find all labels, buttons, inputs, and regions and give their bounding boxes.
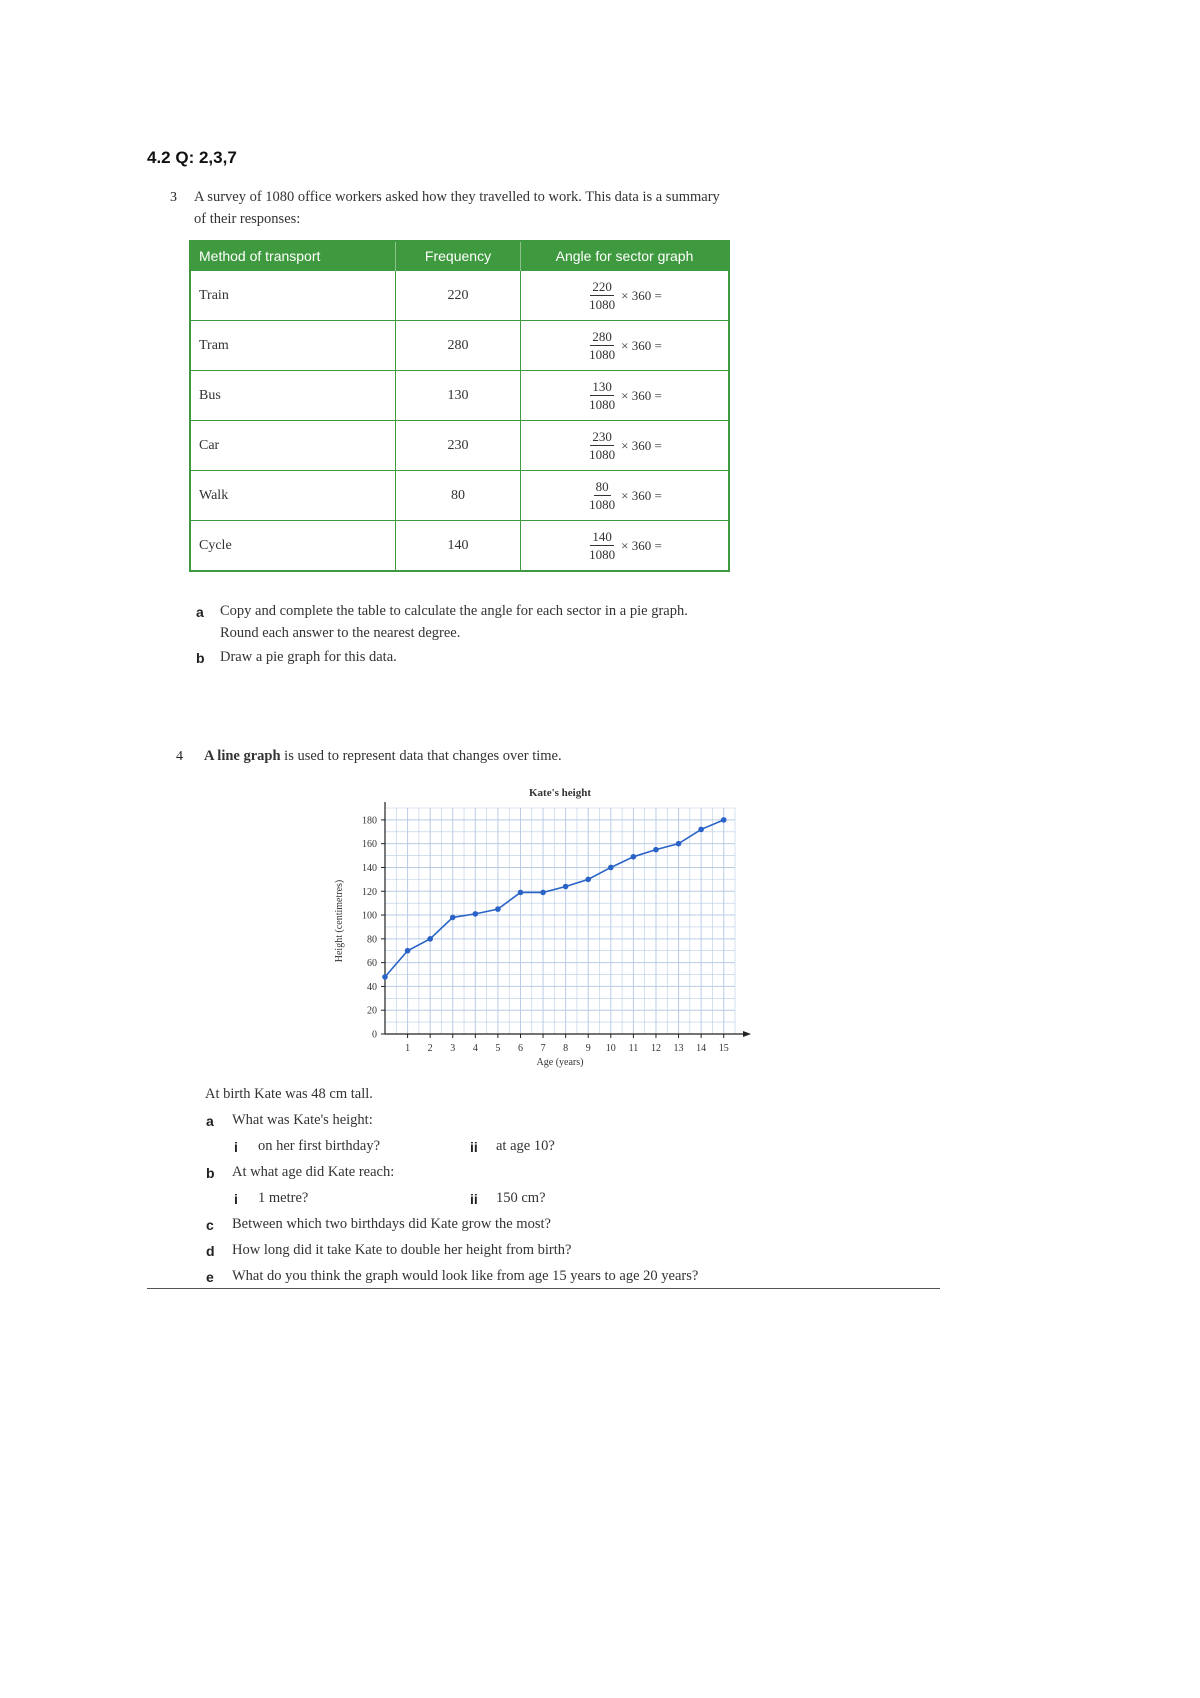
cell-method: Walk: [190, 471, 396, 521]
height-data-point: [405, 948, 411, 954]
x-tick-label: 15: [718, 1043, 729, 1054]
header-method: Method of transport: [190, 241, 396, 271]
y-axis-label: Height (centimetres): [334, 879, 345, 963]
cell-method: Train: [190, 271, 396, 321]
question-4b-text: At what age did Kate reach:: [232, 1164, 395, 1180]
y-tick-label: 20: [367, 1005, 377, 1017]
question-3-text-line1: A survey of 1080 office workers asked how they travelled to work. This data is a summary: [194, 189, 720, 205]
question-4b-ii-label: ii: [470, 1191, 478, 1207]
table-row: [190, 471, 729, 521]
height-data-point: [676, 841, 682, 847]
y-tick-label: 120: [362, 886, 377, 898]
cell-frequency: 280: [396, 321, 521, 371]
cell-angle: [521, 421, 730, 471]
question-3a-line2: Round each answer to the nearest degree.: [220, 625, 461, 641]
kates-height-chart: [320, 780, 760, 1070]
y-tick-label: 60: [367, 958, 377, 970]
fraction-denominator: 1080: [589, 297, 616, 312]
y-tick-label: 180: [362, 815, 377, 827]
cell-frequency: 130: [396, 371, 521, 421]
x-tick-label: 2: [427, 1043, 433, 1054]
x-tick-label: 3: [450, 1043, 456, 1054]
question-4b-i-label: i: [234, 1191, 238, 1207]
cell-frequency: 140: [396, 521, 521, 572]
question-4d-text: How long did it take Kate to double her height from birth?: [232, 1242, 572, 1258]
angle-expression: [521, 278, 728, 313]
angle-multiplier: × 360 =: [621, 287, 662, 303]
x-tick-label: 4: [472, 1043, 478, 1054]
fraction-numerator: 280: [592, 329, 612, 344]
question-4-number: 4: [176, 749, 183, 764]
transport-table: [189, 240, 730, 572]
cell-method: Cycle: [190, 521, 396, 572]
y-tick-label: 40: [367, 981, 377, 993]
bottom-rule: [147, 1288, 940, 1289]
angle-multiplier: × 360 =: [621, 387, 662, 403]
angle-expression: [521, 328, 728, 363]
height-data-point: [585, 877, 591, 883]
height-data-point: [608, 865, 614, 871]
x-tick-label: 6: [517, 1043, 523, 1054]
cell-method: Car: [190, 421, 396, 471]
fraction: [587, 428, 617, 463]
question-3b-text: Draw a pie graph for this data.: [220, 649, 397, 665]
angle-expression: [521, 478, 728, 513]
fraction: [587, 478, 617, 513]
question-4a-i-text: on her first birthday?: [258, 1138, 381, 1154]
question-4e-text: What do you think the graph would look like from age 15 years to age 20 years?: [232, 1268, 699, 1284]
x-tick-label: 8: [563, 1043, 569, 1054]
cell-angle: [521, 471, 730, 521]
table-row: [190, 371, 729, 421]
y-tick-label: 80: [367, 934, 377, 946]
height-data-point: [495, 906, 501, 912]
fraction-numerator: 80: [595, 479, 609, 494]
fraction-denominator: 1080: [589, 397, 616, 412]
x-tick-label: 7: [540, 1043, 546, 1054]
angle-expression: [521, 528, 728, 563]
height-data-point: [563, 884, 569, 890]
table-row: [190, 321, 729, 371]
cell-angle: [521, 371, 730, 421]
birth-statement: At birth Kate was 48 cm tall.: [205, 1086, 373, 1102]
height-data-point: [427, 936, 433, 942]
question-4c-text: Between which two birthdays did Kate grow the most?: [232, 1216, 551, 1232]
cell-method: Bus: [190, 371, 396, 421]
height-data-point: [698, 827, 704, 833]
question-4a-i-label: i: [234, 1139, 238, 1155]
fraction-numerator: 230: [592, 429, 612, 444]
x-tick-label: 12: [650, 1043, 661, 1054]
question-4b-i-text: 1 metre?: [258, 1190, 309, 1206]
height-data-point: [473, 911, 479, 917]
x-tick-label: 9: [585, 1043, 591, 1054]
x-axis-arrow: [743, 1031, 751, 1037]
fraction: [587, 328, 617, 363]
cell-frequency: 220: [396, 271, 521, 321]
height-data-point: [540, 890, 546, 896]
cell-angle: [521, 321, 730, 371]
x-tick-label: 5: [495, 1043, 501, 1054]
question-4c-label: c: [206, 1217, 214, 1233]
x-tick-label: 10: [605, 1043, 616, 1054]
table-body: [190, 271, 729, 572]
question-4b-label: b: [206, 1165, 215, 1181]
chart-title: Kate's height: [528, 787, 592, 799]
cell-frequency: 230: [396, 421, 521, 471]
height-data-point: [653, 847, 659, 853]
y-tick-label: 140: [362, 862, 377, 874]
table-header-row: [190, 241, 729, 271]
angle-multiplier: × 360 =: [621, 487, 662, 503]
x-tick-label: 1: [405, 1043, 411, 1054]
fraction: [587, 378, 617, 413]
question-3b-label: b: [196, 650, 205, 666]
cell-angle: [521, 271, 730, 321]
x-tick-label: 11: [628, 1043, 639, 1054]
angle-multiplier: × 360 =: [621, 537, 662, 553]
table-row: [190, 271, 729, 321]
question-3a-line1: Copy and complete the table to calculate the angle for each sector in a pie graph.: [220, 603, 688, 619]
fraction-numerator: 130: [592, 379, 612, 394]
fraction-denominator: 1080: [589, 547, 616, 562]
x-axis-label: Age (years): [536, 1057, 584, 1068]
angle-expression: [521, 428, 728, 463]
y-tick-label: 100: [362, 910, 377, 922]
table-row: [190, 421, 729, 471]
height-data-point: [450, 915, 456, 921]
cell-frequency: 80: [396, 471, 521, 521]
height-data-point: [721, 817, 727, 823]
height-data-point: [382, 974, 388, 980]
question-3a-text: [220, 600, 688, 644]
fraction-denominator: 1080: [589, 497, 616, 512]
y-tick-label: 0: [372, 1029, 377, 1041]
question-4a-ii-label: ii: [470, 1139, 478, 1155]
height-data-point: [631, 854, 637, 860]
fraction-denominator: 1080: [589, 447, 616, 462]
angle-expression: [521, 378, 728, 413]
header-frequency: Frequency: [396, 241, 521, 271]
fraction-numerator: 220: [592, 279, 612, 294]
angle-multiplier: × 360 =: [621, 337, 662, 353]
question-4d-label: d: [206, 1243, 215, 1259]
fraction-numerator: 140: [592, 529, 612, 544]
fraction: [587, 528, 617, 563]
question-3-number: 3: [170, 190, 177, 205]
question-4e-label: e: [206, 1269, 214, 1285]
question-4-intro-rest: is used to represent data that changes over time.: [280, 748, 562, 764]
question-3-text-line2: of their responses:: [194, 211, 301, 227]
height-data-point: [518, 890, 524, 896]
question-4a-text: What was Kate's height:: [232, 1112, 373, 1128]
question-4a-label: a: [206, 1113, 214, 1129]
x-tick-label: 13: [673, 1043, 684, 1054]
question-3a-label: a: [196, 604, 204, 620]
table-row: [190, 521, 729, 572]
angle-multiplier: × 360 =: [621, 437, 662, 453]
cell-method: Tram: [190, 321, 396, 371]
question-4a-ii-text: at age 10?: [496, 1138, 555, 1154]
cell-angle: [521, 521, 730, 572]
question-4-intro: [204, 745, 562, 767]
page-heading: 4.2 Q: 2,3,7: [147, 148, 237, 167]
y-tick-label: 160: [362, 839, 377, 851]
question-4b-ii-text: 150 cm?: [496, 1190, 546, 1206]
question-4-intro-bold: A line graph: [204, 748, 281, 764]
x-tick-label: 14: [696, 1043, 707, 1054]
question-3-text: [194, 186, 720, 230]
header-angle: Angle for sector graph: [521, 241, 730, 271]
fraction-denominator: 1080: [589, 347, 616, 362]
fraction: [587, 278, 617, 313]
